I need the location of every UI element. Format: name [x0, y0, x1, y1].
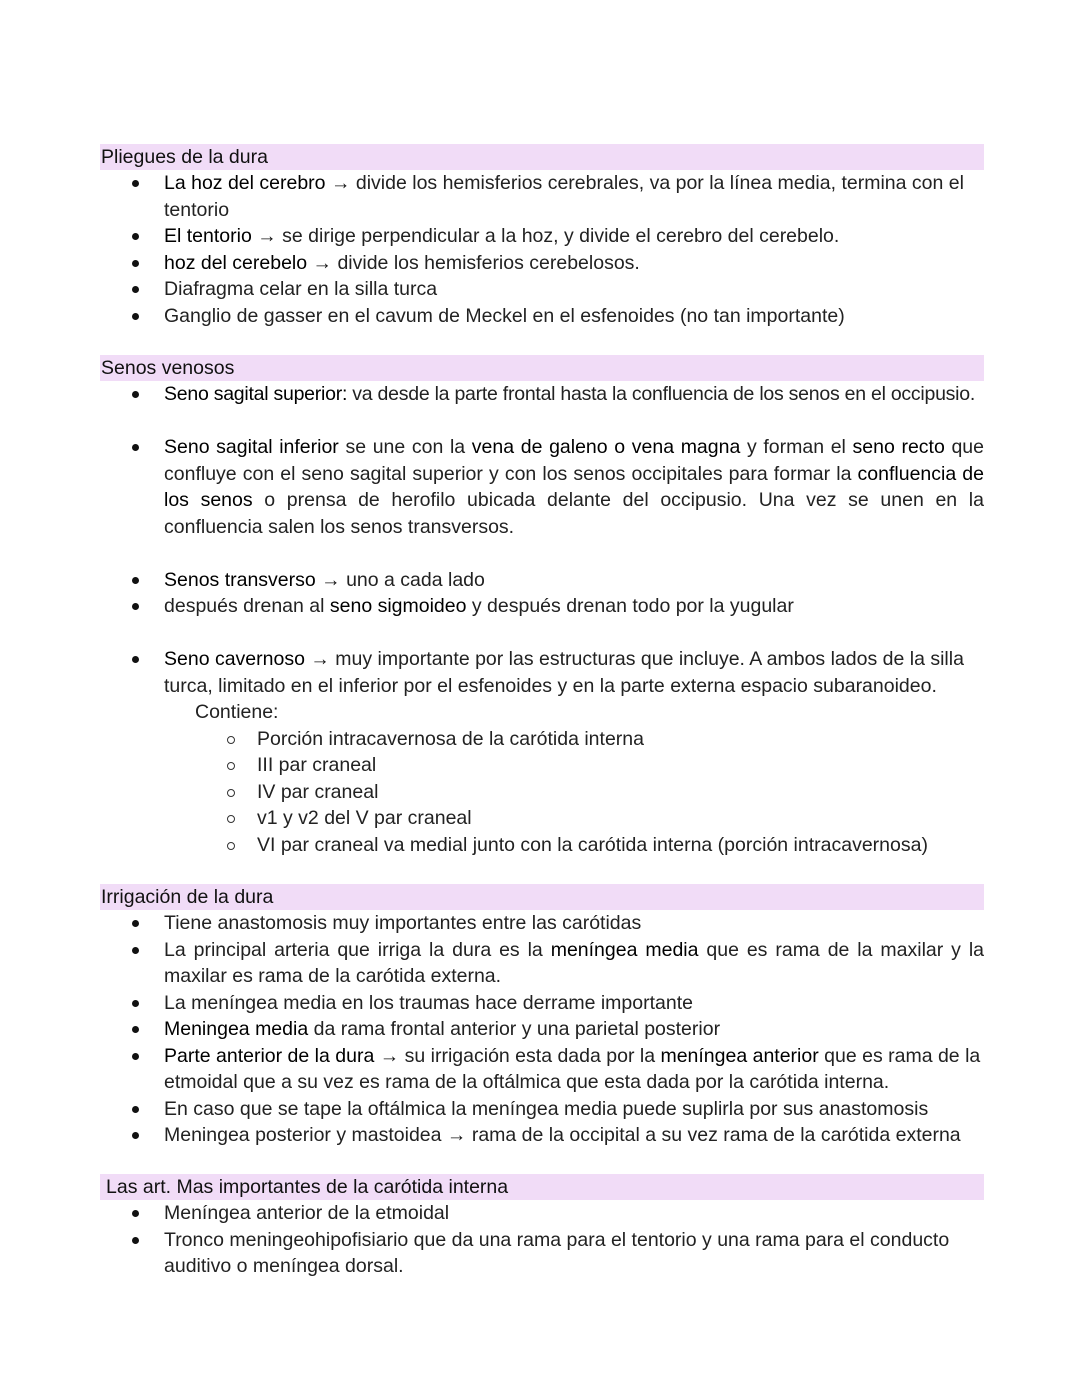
term: Parte anterior de la dura — [164, 1044, 375, 1067]
section-heading: Senos venosos — [100, 355, 984, 381]
section-heading: Irrigación de la dura — [100, 884, 984, 910]
section-pliegues — [100, 144, 984, 329]
term: Seno cavernoso — [164, 648, 305, 670]
item-text: divide los hemisferios cerebelosos. — [332, 251, 640, 274]
arrow-icon: → — [257, 225, 277, 247]
item-text: que confluye con el seno sagital superior y con los senos occipitales para formar la — [164, 436, 984, 485]
term: El tentorio — [164, 225, 252, 247]
arrow-icon: → — [312, 251, 333, 274]
section-carotida-interna — [100, 1174, 984, 1280]
bullet-list — [100, 910, 984, 1149]
term: confluencia de los senos — [164, 462, 984, 511]
list-item — [100, 303, 984, 330]
list-item — [100, 593, 984, 620]
list-item — [100, 223, 984, 250]
item-text: que es rama de la etmoidal que a su vez es rama de la oftálmica que esta dada por la carótida interna. — [164, 1044, 981, 1093]
term: Seno sagital inferior — [164, 436, 339, 458]
section-senos-venosos — [100, 355, 984, 858]
list-item — [100, 567, 984, 594]
term: meníngea media — [550, 938, 699, 961]
list-item: Tiene anastomosis muy importantes entre las carótidas — [100, 910, 984, 937]
bullet-list — [100, 381, 984, 699]
sub-list-item: VI par craneal va medial junto con la carótida interna (porción intracavernosa) — [100, 832, 984, 859]
term: seno recto — [852, 436, 945, 458]
term: Meningea media — [164, 1018, 309, 1040]
item-text: se dirige perpendicular a la hoz, y divide el cerebro del cerebelo. — [276, 225, 840, 247]
item-text: se une con la — [338, 436, 472, 458]
item-text: uno a cada lado — [340, 568, 485, 591]
sub-list-item: v1 y v2 del V par craneal — [100, 805, 984, 832]
item-text: La principal arteria que irriga la dura es la — [164, 938, 551, 961]
item-text: y forman el — [740, 436, 853, 458]
section-irrigacion — [100, 884, 984, 1149]
item-text: después drenan al — [164, 595, 330, 617]
sub-list-item: IV par craneal — [100, 779, 984, 806]
item-text: muy importante por las estructuras que incluye. A ambos lados de la silla turca, limitado en el inferior por el esfenoides y en la parte externa espacio subaranoideo. — [164, 648, 964, 697]
arrow-icon: → — [330, 172, 351, 194]
list-item: La meníngea media en los traumas hace derrame importante — [100, 990, 984, 1017]
sub-list — [100, 726, 984, 859]
term: Seno sagital superior: — [164, 383, 348, 405]
sub-list-item: Porción intracavernosa de la carótida interna — [100, 726, 984, 753]
item-text: rama de la occipital a su vez rama de la carótida externa — [466, 1124, 961, 1146]
term: hoz del cerebelo — [164, 251, 308, 274]
bullet-list — [100, 1200, 984, 1280]
term: seno sigmoideo — [329, 595, 467, 617]
item-text: y después drenan todo por la yugular — [466, 595, 794, 617]
list-item — [100, 1043, 984, 1096]
section-heading: Pliegues de la dura — [100, 144, 984, 170]
item-text: va desde la parte frontal hasta la confluencia de los senos en el occipusio. — [347, 383, 976, 405]
term: Senos transverso — [164, 568, 316, 591]
list-item — [100, 1016, 984, 1043]
list-item — [100, 1122, 984, 1149]
arrow-icon: → — [379, 1044, 400, 1067]
arrow-icon: → — [446, 1124, 467, 1146]
list-item — [100, 937, 984, 990]
list-item — [100, 646, 984, 699]
list-item — [100, 381, 984, 408]
arrow-icon: → — [321, 568, 341, 591]
item-text: da rama frontal anterior y una parietal posterior — [308, 1018, 721, 1040]
section-heading: Las art. Mas importantes de la carótida interna — [100, 1174, 984, 1200]
item-text: Diafragma celar en la silla turca — [164, 278, 438, 300]
list-item — [100, 434, 984, 540]
list-item: Tronco meningeohipofisiario que da una rama para el tentorio y una rama para el conducto auditivo o meníngea dorsal. — [100, 1227, 984, 1280]
list-item: Meníngea anterior de la etmoidal — [100, 1200, 984, 1227]
term: La hoz del cerebro — [164, 172, 326, 194]
bullet-list — [100, 170, 984, 329]
item-text: Ganglio de gasser en el cavum de Meckel en el esfenoides (no tan importante) — [164, 304, 845, 327]
sub-list-item: III par craneal — [100, 752, 984, 779]
item-text: Meningea posterior y mastoidea — [164, 1124, 447, 1146]
item-text: divide los hemisferios cerebrales, va por la línea media, termina con el tentorio — [164, 172, 964, 221]
arrow-icon: → — [310, 648, 330, 670]
contiene-label: Contiene: — [195, 701, 279, 723]
list-item — [100, 276, 984, 303]
term: vena de galeno o vena magna — [471, 436, 741, 458]
term: meníngea anterior — [660, 1044, 819, 1067]
item-text: o prensa de herofilo ubicada delante del occipusio. Una vez se unen en la confluencia salen los senos transversos. — [164, 489, 984, 538]
list-item: En caso que se tape la oftálmica la meníngea media puede suplirla por sus anastomosis — [100, 1096, 984, 1123]
list-item — [100, 170, 984, 223]
item-text: su irrigación esta dada por la — [399, 1044, 661, 1067]
list-item — [100, 250, 984, 277]
item-text: que es rama de la maxilar y la maxilar es rama de la carótida externa. — [164, 938, 984, 987]
